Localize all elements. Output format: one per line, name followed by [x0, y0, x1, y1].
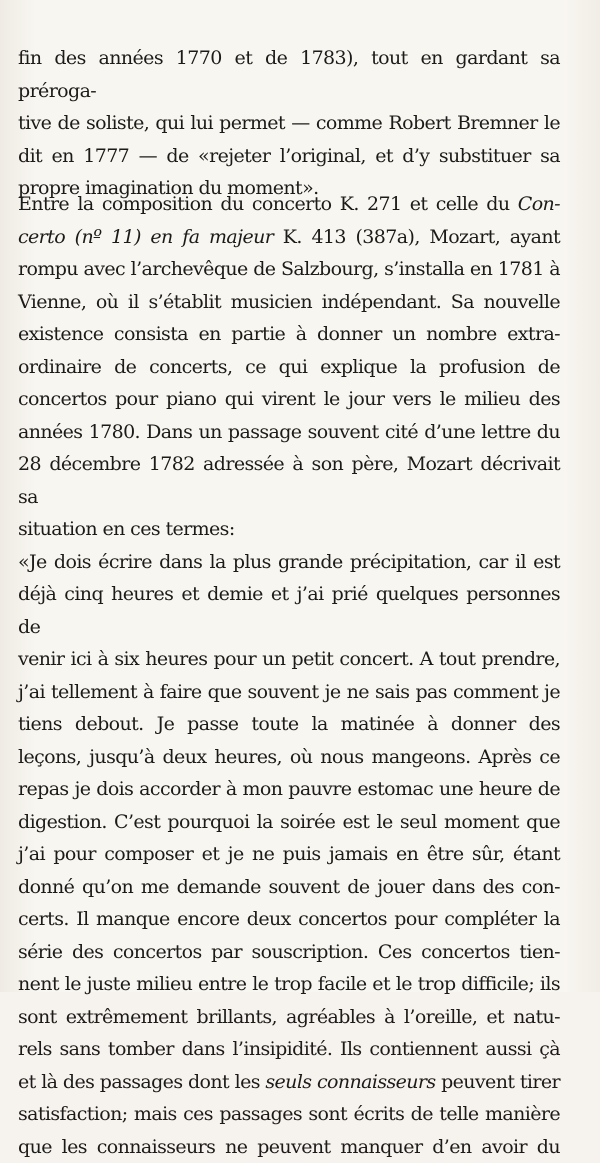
text-line: 28 décembre 1782 adressée à son père, Mozart décrivait sa: [18, 448, 560, 513]
text-line: nent le juste milieu entre le trop facile et le trop difficile; ils: [18, 968, 560, 1001]
text-segment: K. 413 (387a), Mozart, ayant: [273, 226, 560, 248]
text-line: [18, 1066, 560, 1099]
text-line: digestion. C’est pourquoi la soirée est le seul moment que: [18, 806, 560, 839]
text-line: j’ai tellement à faire que souvent je ne sais pas comment je: [18, 676, 560, 709]
text-line: situation en ces termes:: [18, 513, 560, 546]
text-line: dit en 1777 — de «rejeter l’original, et d’y substituer sa: [18, 140, 560, 173]
paragraph-1: [18, 42, 560, 205]
text-line: années 1780. Dans un passage souvent cité d’une lettre du: [18, 416, 560, 449]
text-segment: Entre la composition du concerto K. 271 et celle du: [18, 193, 518, 215]
text-line: série des concertos par souscription. Ces concertos tien-: [18, 936, 560, 969]
text-line: existence consista en partie à donner un nombre extra-: [18, 318, 560, 351]
text-line: satisfaction; mais ces passages sont écrits de telle manière: [18, 1098, 560, 1131]
text-line: concertos pour piano qui virent le jour vers le milieu des: [18, 383, 560, 416]
text-line: rompu avec l’archevêque de Salzbourg, s’installa en 1781 à: [18, 253, 560, 286]
text-line: déjà cinq heures et demie et j’ai prié quelques personnes de: [18, 578, 560, 643]
text-segment: peuvent tirer: [436, 1071, 560, 1093]
paragraph-2: [18, 188, 560, 1163]
text-line: rels sans tomber dans l’insipidité. Ils contiennent aussi çà: [18, 1033, 560, 1066]
text-line: [18, 188, 560, 221]
text-line: «Je dois écrire dans la plus grande précipitation, car il est: [18, 546, 560, 579]
text-line: certs. Il manque encore deux concertos pour compléter la: [18, 903, 560, 936]
text-line: ordinaire de concerts, ce qui explique la profusion de: [18, 351, 560, 384]
text-line: leçons, jusqu’à deux heures, où nous mangeons. Après ce: [18, 741, 560, 774]
italic-phrase: seuls connaisseurs: [265, 1071, 435, 1093]
text-line: fin des années 1770 et de 1783), tout en gardant sa préroga-: [18, 42, 560, 107]
italic-title: certo (nº 11) en fa majeur: [18, 226, 273, 248]
text-line: j’ai pour composer et je ne puis jamais en être sûr, étant: [18, 838, 560, 871]
text-line: Vienne, où il s’établit musicien indépendant. Sa nouvelle: [18, 286, 560, 319]
text-line: repas je dois accorder à mon pauvre estomac une heure de: [18, 773, 560, 806]
text-line: venir ici à six heures pour un petit concert. A tout prendre,: [18, 643, 560, 676]
text-line: donné qu’on me demande souvent de jouer dans des con-: [18, 871, 560, 904]
text-line: sont extrêmement brillants, agréables à l’oreille, et natu-: [18, 1001, 560, 1034]
text-line: propre imagination du moment».: [18, 172, 560, 205]
text-line: tiens debout. Je passe toute la matinée à donner des: [18, 708, 560, 741]
text-line: que les connaisseurs ne peuvent manquer d’en avoir du: [18, 1131, 560, 1163]
text-segment: et là des passages dont les: [18, 1071, 265, 1093]
italic-title: Con-: [518, 193, 560, 215]
text-line: tive de soliste, qui lui permet — comme Robert Bremner le: [18, 107, 560, 140]
text-line: [18, 221, 560, 254]
